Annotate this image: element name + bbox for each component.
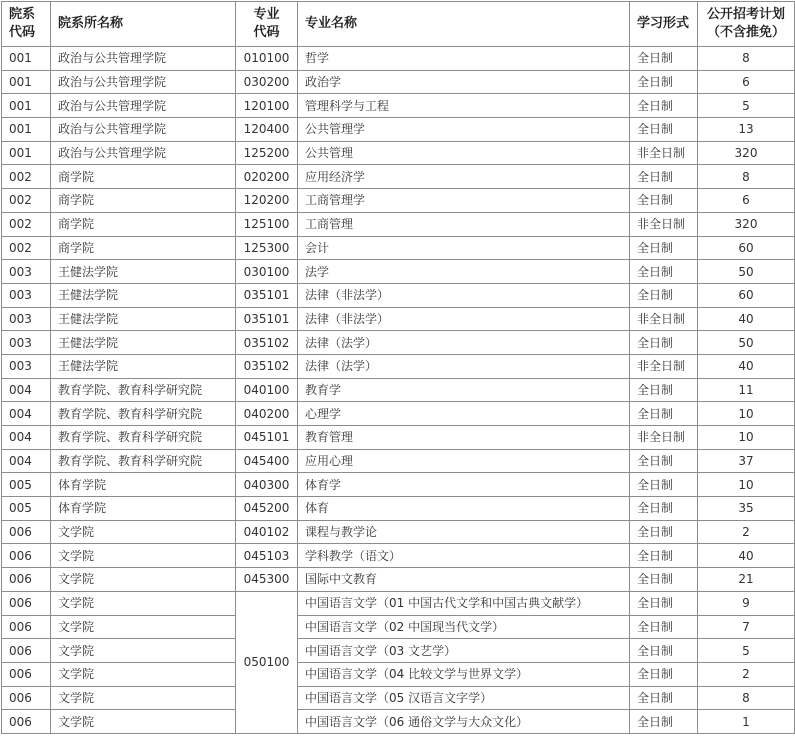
major-code-cell: 045400 [236, 449, 298, 473]
dept-name-cell: 教育学院、教育科学研究院 [51, 449, 236, 473]
dept-code-cell: 005 [2, 473, 51, 497]
dept-code-cell: 005 [2, 497, 51, 521]
table-row [2, 639, 795, 663]
table-row [2, 354, 795, 378]
major-code-cell: 030100 [236, 260, 298, 284]
dept-code-cell: 002 [2, 165, 51, 189]
major-code-cell: 010100 [236, 47, 298, 71]
table-row [2, 615, 795, 639]
quota-cell: 320 [698, 141, 795, 165]
major-code-cell: 125300 [236, 236, 298, 260]
quota-cell: 6 [698, 189, 795, 213]
quota-cell: 2 [698, 662, 795, 686]
study-mode-cell: 非全日制 [630, 307, 698, 331]
major-code-cell: 125100 [236, 212, 298, 236]
major-name-cell: 心理学 [298, 402, 630, 426]
dept-name-cell: 王健法学院 [51, 283, 236, 307]
dept-name-cell: 政治与公共管理学院 [51, 94, 236, 118]
table-row [2, 307, 795, 331]
table-row [2, 591, 795, 615]
major-code-cell: 020200 [236, 165, 298, 189]
major-name-cell: 应用心理 [298, 449, 630, 473]
study-mode-cell: 非全日制 [630, 354, 698, 378]
study-mode-cell: 非全日制 [630, 141, 698, 165]
major-name-cell: 工商管理学 [298, 189, 630, 213]
study-mode-cell: 全日制 [630, 402, 698, 426]
study-mode-cell: 全日制 [630, 165, 698, 189]
dept-name-cell: 文学院 [51, 686, 236, 710]
dept-code-cell: 001 [2, 47, 51, 71]
study-mode-cell: 全日制 [630, 449, 698, 473]
dept-code-cell: 001 [2, 118, 51, 142]
study-mode-cell: 全日制 [630, 236, 698, 260]
quota-cell: 1 [698, 710, 795, 734]
dept-name-cell: 王健法学院 [51, 331, 236, 355]
study-mode-cell: 全日制 [630, 686, 698, 710]
major-code-cell: 120100 [236, 94, 298, 118]
dept-code-cell: 001 [2, 70, 51, 94]
dept-name-cell: 商学院 [51, 189, 236, 213]
study-mode-cell: 全日制 [630, 378, 698, 402]
table-row [2, 236, 795, 260]
study-mode-cell: 全日制 [630, 118, 698, 142]
major-name-cell: 中国语言文学（03 文艺学） [298, 639, 630, 663]
major-name-cell: 中国语言文学（06 通俗文学与大众文化） [298, 710, 630, 734]
major-code-cell: 040300 [236, 473, 298, 497]
dept-name-cell: 文学院 [51, 662, 236, 686]
quota-cell: 9 [698, 591, 795, 615]
major-code-cell: 035101 [236, 307, 298, 331]
table-row [2, 212, 795, 236]
dept-name-cell: 文学院 [51, 520, 236, 544]
dept-name-cell: 商学院 [51, 236, 236, 260]
study-mode-cell: 全日制 [630, 189, 698, 213]
dept-code-cell: 004 [2, 402, 51, 426]
dept-code-cell: 004 [2, 378, 51, 402]
header-row [2, 2, 795, 47]
quota-cell: 13 [698, 118, 795, 142]
major-name-cell: 应用经济学 [298, 165, 630, 189]
quota-cell: 40 [698, 307, 795, 331]
major-name-cell: 体育 [298, 497, 630, 521]
dept-code-cell: 003 [2, 307, 51, 331]
admissions-table [1, 1, 795, 734]
study-mode-cell: 全日制 [630, 520, 698, 544]
dept-code-cell: 003 [2, 331, 51, 355]
quota-cell: 320 [698, 212, 795, 236]
major-name-cell: 哲学 [298, 47, 630, 71]
dept-name-cell: 体育学院 [51, 473, 236, 497]
table-row [2, 70, 795, 94]
header-major-code: 专业 代码 [236, 2, 298, 47]
table-row [2, 520, 795, 544]
table-row [2, 47, 795, 71]
dept-code-cell: 003 [2, 260, 51, 284]
quota-cell: 21 [698, 568, 795, 592]
table-row [2, 449, 795, 473]
major-name-cell: 体育学 [298, 473, 630, 497]
dept-code-cell: 002 [2, 189, 51, 213]
dept-name-cell: 王健法学院 [51, 260, 236, 284]
quota-cell: 6 [698, 70, 795, 94]
major-code-cell: 045103 [236, 544, 298, 568]
dept-code-cell: 002 [2, 236, 51, 260]
study-mode-cell: 全日制 [630, 283, 698, 307]
major-name-cell: 教育学 [298, 378, 630, 402]
major-code-cell: 045200 [236, 497, 298, 521]
dept-name-cell: 文学院 [51, 710, 236, 734]
dept-name-cell: 体育学院 [51, 497, 236, 521]
major-code-cell: 035102 [236, 331, 298, 355]
major-name-cell: 法律（法学） [298, 331, 630, 355]
table-body [2, 47, 795, 734]
dept-code-cell: 001 [2, 141, 51, 165]
dept-code-cell: 002 [2, 212, 51, 236]
major-name-cell: 政治学 [298, 70, 630, 94]
dept-code-cell: 006 [2, 710, 51, 734]
major-name-cell: 中国语言文学（01 中国古代文学和中国古典文献学） [298, 591, 630, 615]
major-code-cell: 035102 [236, 354, 298, 378]
merged-major-code-cell: 050100 [236, 591, 298, 733]
dept-name-cell: 教育学院、教育科学研究院 [51, 426, 236, 450]
table-row [2, 260, 795, 284]
table-row [2, 189, 795, 213]
dept-name-cell: 政治与公共管理学院 [51, 141, 236, 165]
major-code-cell: 035101 [236, 283, 298, 307]
study-mode-cell: 全日制 [630, 591, 698, 615]
header-dept-name: 院系所名称 [51, 2, 236, 47]
quota-cell: 10 [698, 402, 795, 426]
table-row [2, 426, 795, 450]
major-name-cell: 工商管理 [298, 212, 630, 236]
dept-code-cell: 006 [2, 520, 51, 544]
quota-cell: 10 [698, 473, 795, 497]
dept-code-cell: 003 [2, 283, 51, 307]
study-mode-cell: 非全日制 [630, 212, 698, 236]
major-name-cell: 公共管理 [298, 141, 630, 165]
table-row [2, 497, 795, 521]
major-code-cell: 045300 [236, 568, 298, 592]
dept-name-cell: 文学院 [51, 639, 236, 663]
header-dept-code: 院系 代码 [2, 2, 51, 47]
dept-code-cell: 006 [2, 686, 51, 710]
study-mode-cell: 全日制 [630, 94, 698, 118]
table-row [2, 331, 795, 355]
dept-name-cell: 文学院 [51, 544, 236, 568]
major-name-cell: 公共管理学 [298, 118, 630, 142]
table-row [2, 378, 795, 402]
study-mode-cell: 全日制 [630, 568, 698, 592]
major-name-cell: 学科教学（语文） [298, 544, 630, 568]
major-code-cell: 040200 [236, 402, 298, 426]
study-mode-cell: 全日制 [630, 331, 698, 355]
table-row [2, 283, 795, 307]
major-name-cell: 教育管理 [298, 426, 630, 450]
quota-cell: 60 [698, 236, 795, 260]
quota-cell: 35 [698, 497, 795, 521]
major-name-cell: 中国语言文学（04 比较文学与世界文学） [298, 662, 630, 686]
study-mode-cell: 全日制 [630, 473, 698, 497]
quota-cell: 2 [698, 520, 795, 544]
quota-cell: 7 [698, 615, 795, 639]
table-row [2, 141, 795, 165]
dept-name-cell: 商学院 [51, 165, 236, 189]
major-name-cell: 管理科学与工程 [298, 94, 630, 118]
major-code-cell: 040102 [236, 520, 298, 544]
dept-code-cell: 006 [2, 639, 51, 663]
quota-cell: 8 [698, 165, 795, 189]
dept-name-cell: 政治与公共管理学院 [51, 70, 236, 94]
dept-name-cell: 王健法学院 [51, 307, 236, 331]
dept-name-cell: 商学院 [51, 212, 236, 236]
quota-cell: 8 [698, 47, 795, 71]
dept-name-cell: 教育学院、教育科学研究院 [51, 378, 236, 402]
quota-cell: 50 [698, 260, 795, 284]
dept-code-cell: 003 [2, 354, 51, 378]
major-name-cell: 法律（法学） [298, 354, 630, 378]
header-quota: 公开招考计划 （不含推免） [698, 2, 795, 47]
dept-name-cell: 王健法学院 [51, 354, 236, 378]
major-code-cell: 120400 [236, 118, 298, 142]
study-mode-cell: 全日制 [630, 70, 698, 94]
table-row [2, 686, 795, 710]
major-name-cell: 中国语言文学（05 汉语言文字学） [298, 686, 630, 710]
quota-cell: 40 [698, 354, 795, 378]
major-code-cell: 030200 [236, 70, 298, 94]
study-mode-cell: 全日制 [630, 615, 698, 639]
header-study-mode: 学习形式 [630, 2, 698, 47]
study-mode-cell: 全日制 [630, 260, 698, 284]
header-major-name: 专业名称 [298, 2, 630, 47]
major-name-cell: 会计 [298, 236, 630, 260]
study-mode-cell: 非全日制 [630, 426, 698, 450]
dept-name-cell: 文学院 [51, 591, 236, 615]
table-row [2, 662, 795, 686]
table-row [2, 473, 795, 497]
major-name-cell: 法律（非法学） [298, 283, 630, 307]
dept-name-cell: 政治与公共管理学院 [51, 47, 236, 71]
study-mode-cell: 全日制 [630, 639, 698, 663]
table-row [2, 568, 795, 592]
dept-code-cell: 001 [2, 94, 51, 118]
dept-code-cell: 006 [2, 615, 51, 639]
dept-code-cell: 004 [2, 426, 51, 450]
table-row [2, 544, 795, 568]
major-code-cell: 125200 [236, 141, 298, 165]
major-name-cell: 中国语言文学（02 中国现当代文学） [298, 615, 630, 639]
study-mode-cell: 全日制 [630, 710, 698, 734]
dept-code-cell: 006 [2, 544, 51, 568]
dept-name-cell: 政治与公共管理学院 [51, 118, 236, 142]
major-name-cell: 课程与教学论 [298, 520, 630, 544]
dept-name-cell: 文学院 [51, 568, 236, 592]
study-mode-cell: 全日制 [630, 497, 698, 521]
dept-code-cell: 004 [2, 449, 51, 473]
dept-code-cell: 006 [2, 662, 51, 686]
table-row [2, 94, 795, 118]
dept-name-cell: 文学院 [51, 615, 236, 639]
quota-cell: 11 [698, 378, 795, 402]
major-name-cell: 法律（非法学） [298, 307, 630, 331]
dept-name-cell: 教育学院、教育科学研究院 [51, 402, 236, 426]
quota-cell: 5 [698, 94, 795, 118]
quota-cell: 40 [698, 544, 795, 568]
dept-code-cell: 006 [2, 568, 51, 592]
quota-cell: 8 [698, 686, 795, 710]
dept-code-cell: 006 [2, 591, 51, 615]
study-mode-cell: 全日制 [630, 662, 698, 686]
major-name-cell: 国际中文教育 [298, 568, 630, 592]
quota-cell: 37 [698, 449, 795, 473]
study-mode-cell: 全日制 [630, 544, 698, 568]
major-code-cell: 045101 [236, 426, 298, 450]
quota-cell: 5 [698, 639, 795, 663]
quota-cell: 10 [698, 426, 795, 450]
table-row [2, 165, 795, 189]
major-name-cell: 法学 [298, 260, 630, 284]
quota-cell: 50 [698, 331, 795, 355]
table-row [2, 118, 795, 142]
quota-cell: 60 [698, 283, 795, 307]
table-row [2, 402, 795, 426]
major-code-cell: 120200 [236, 189, 298, 213]
study-mode-cell: 全日制 [630, 47, 698, 71]
major-code-cell: 040100 [236, 378, 298, 402]
table-row [2, 710, 795, 734]
